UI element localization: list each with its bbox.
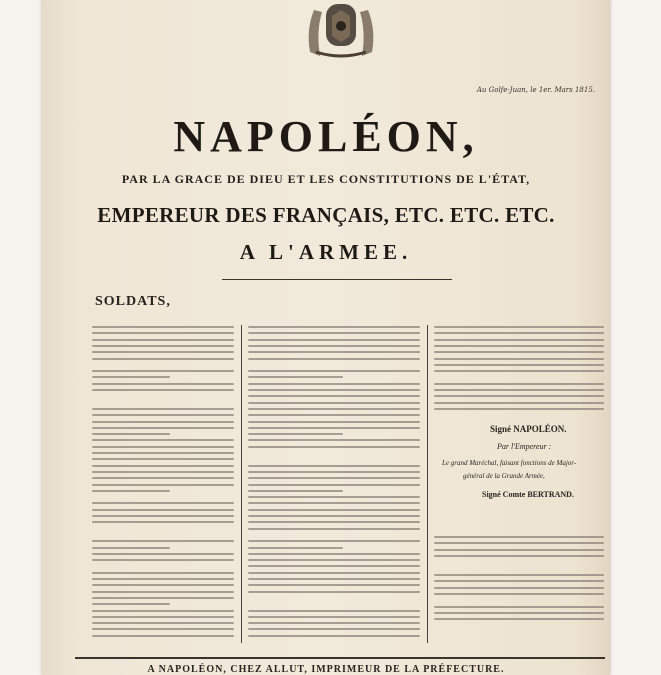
body-text-line (92, 509, 234, 511)
body-text-line (92, 622, 234, 624)
body-text-line (434, 339, 604, 341)
body-text-line (248, 635, 420, 637)
body-text-line (434, 332, 604, 334)
body-text-line (92, 490, 170, 492)
body-text-line (248, 427, 420, 429)
body-text-line (248, 584, 420, 586)
body-text-line (92, 610, 234, 612)
body-text-line (92, 358, 234, 360)
body-text-line (434, 606, 604, 608)
body-text-line (248, 395, 420, 397)
body-text-line (434, 555, 604, 557)
body-text-line (434, 612, 604, 614)
body-text-line (92, 572, 234, 574)
body-text-line (248, 540, 420, 542)
body-text-line (248, 553, 420, 555)
body-text-line (92, 414, 234, 416)
body-text-line (248, 622, 420, 624)
body-text-line (434, 618, 604, 620)
page-title: NAPOLÉON, (173, 112, 479, 161)
body-text-line (92, 345, 234, 347)
body-text-line (248, 383, 420, 385)
signature-by-emperor: Par l'Empereur : (497, 442, 552, 451)
body-text-line (434, 593, 604, 595)
body-text-line (248, 433, 343, 435)
body-text-line (434, 364, 604, 366)
body-text-line (248, 370, 420, 372)
body-text-line (92, 635, 234, 637)
body-text-line (92, 458, 234, 460)
column-divider (427, 325, 428, 643)
body-text-line (248, 572, 420, 574)
body-text-line (434, 370, 604, 372)
body-text-line (248, 547, 343, 549)
body-text-line (92, 515, 234, 517)
body-text-line (248, 402, 420, 404)
body-text-line (248, 414, 420, 416)
body-text-line (248, 465, 420, 467)
body-text-line (92, 351, 234, 353)
body-text-line (92, 553, 234, 555)
body-text-line (92, 484, 234, 486)
body-text-line (248, 358, 420, 360)
body-text-line (92, 339, 234, 341)
body-text-line (434, 580, 604, 582)
column-divider (241, 325, 242, 643)
body-text-line (434, 326, 604, 328)
body-text-line (92, 540, 234, 542)
body-text-line (92, 603, 170, 605)
body-text-line (248, 578, 420, 580)
body-text-line (248, 616, 420, 618)
emperor-line: EMPEREUR DES FRANÇAIS, ETC. ETC. ETC. (97, 203, 555, 227)
imperial-crest-icon (296, 0, 386, 58)
body-text-line (92, 616, 234, 618)
body-text-line (248, 521, 420, 523)
body-text-line (92, 332, 234, 334)
body-text-line (248, 477, 420, 479)
dateline: Au Golfe-Juan, le 1er. Mars 1815. (476, 86, 595, 94)
footer-rule (75, 657, 605, 659)
body-text-line (92, 433, 170, 435)
body-text-line (248, 559, 420, 561)
body-text-line (434, 383, 604, 385)
body-text-line (92, 326, 234, 328)
body-text-line (92, 408, 234, 410)
body-text-line (434, 574, 604, 576)
body-text-line (248, 528, 420, 530)
body-text-line (248, 509, 420, 511)
body-text-line (92, 471, 234, 473)
body-text-line (92, 578, 234, 580)
body-text-line (248, 339, 420, 341)
salutation: SOLDATS, (95, 294, 171, 309)
subtitle: PAR LA GRACE DE DIEU ET LES CONSTITUTIONS DE L'ÉTAT, (121, 172, 531, 186)
body-text-line (248, 332, 420, 334)
body-text-line (92, 477, 234, 479)
body-text-line (248, 446, 420, 448)
body-text-line (434, 587, 604, 589)
body-text-line (434, 358, 604, 360)
body-text-line (434, 351, 604, 353)
body-text-line (92, 521, 234, 523)
body-text-line (92, 427, 234, 429)
body-text-line (434, 389, 604, 391)
body-text-line (248, 421, 420, 423)
body-text-line (92, 465, 234, 467)
header-rule (222, 279, 452, 280)
address-line: A L'ARMEE. (239, 240, 413, 264)
body-text-line (248, 408, 420, 410)
body-text-line (248, 389, 420, 391)
body-text-line (248, 515, 420, 517)
body-text-line (248, 490, 343, 492)
signature-napoleon: Signé NAPOLÉON. (490, 424, 567, 434)
body-text-line (248, 496, 420, 498)
body-text-line (92, 559, 234, 561)
signature-marshal-line-1: Le grand Maréchal, faisant fonctions de Major- (442, 459, 577, 467)
body-text-line (248, 326, 420, 328)
body-text-line (92, 421, 234, 423)
body-text-line (434, 542, 604, 544)
body-text-line (92, 547, 170, 549)
body-text-line (434, 408, 604, 410)
body-text-line (92, 389, 234, 391)
body-text-line (92, 584, 234, 586)
imprint-footer: A NAPOLÉON, CHEZ ALLUT, IMPRIMEUR DE LA PRÉFECTURE. (147, 664, 505, 675)
body-text-line (248, 345, 420, 347)
body-text-line (248, 610, 420, 612)
body-text-line (434, 402, 604, 404)
body-text-line (434, 395, 604, 397)
body-text-line (248, 591, 420, 593)
body-text-line (248, 471, 420, 473)
body-text-line (92, 370, 234, 372)
body-text-line (92, 383, 234, 385)
body-text-line (92, 591, 234, 593)
body-text-line (434, 536, 604, 538)
body-text-line (248, 484, 420, 486)
body-text-line (92, 446, 234, 448)
body-text-line (434, 549, 604, 551)
signature-marshal-line-2: général de la Grande Armée, (463, 472, 545, 480)
body-text-line (92, 597, 234, 599)
body-text-line (92, 452, 234, 454)
body-text-line (248, 351, 420, 353)
signature-bertrand: Signé Comte BERTRAND. (482, 490, 574, 499)
body-text-line (434, 345, 604, 347)
